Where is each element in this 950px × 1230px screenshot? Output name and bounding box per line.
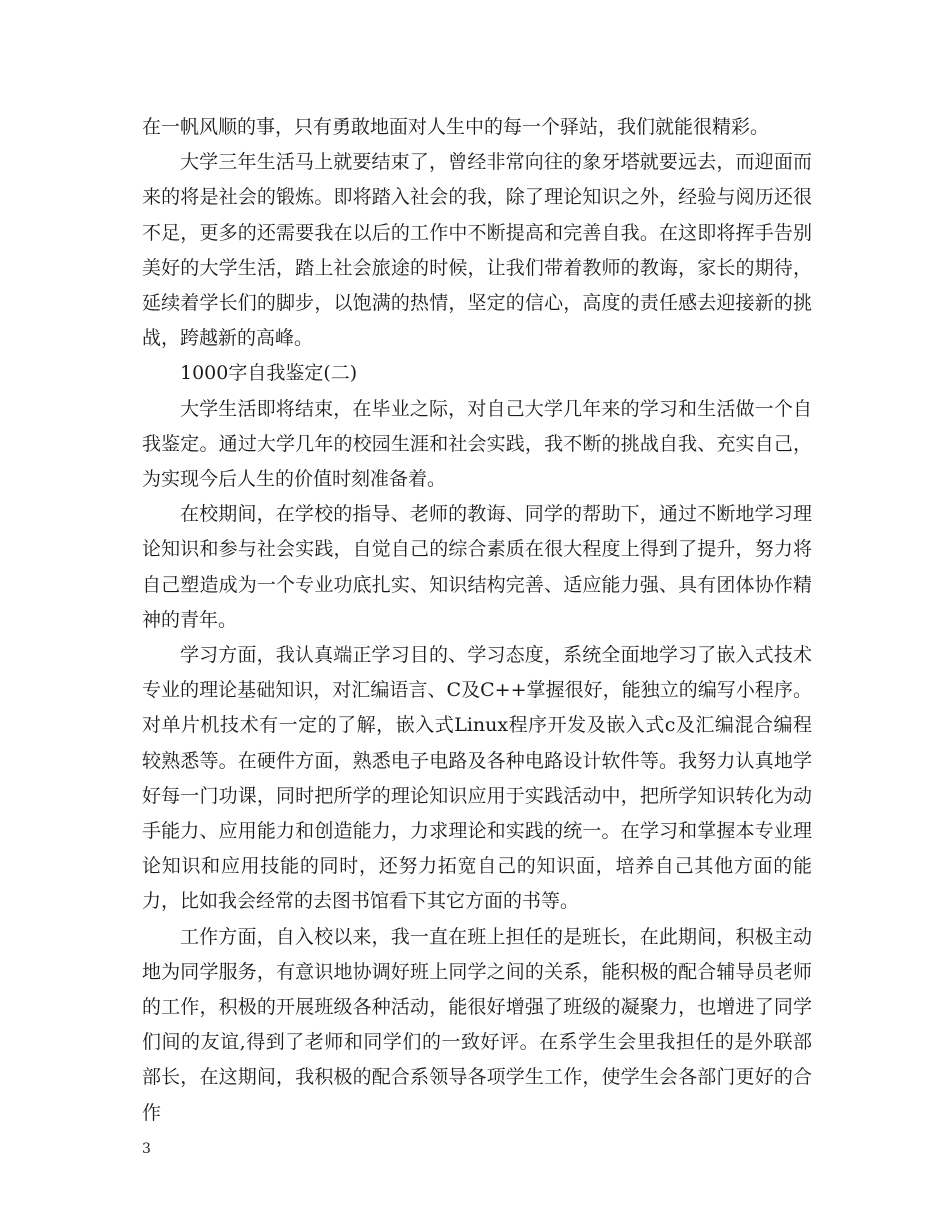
paragraph-intro: 大学生活即将结束，在毕业之际，对自己大学几年来的学习和生活做一个自我鉴定。通过大学几年的校园生涯和社会实践，我不断的挑战自我、充实自己，为实现今后人生的价值时刻准备着。: [142, 397, 812, 491]
paragraph-graduation: 大学三年生活马上就要结束了，曾经非常向往的象牙塔就要远去，而迎面而来的将是社会的锻炼。即将踏入社会的我，除了理论知识之外，经验与阅历还很不足，更多的还需要我在以后的工作中不断提高和完善自我。在这即将挥手告别美好的大学生活，踏上社会旅途的时候，让我们带着教师的教诲，家长的期待，延续着学长们的脚步，以饱满的热情，坚定的信心，高度的责任感去迎接新的挑战，跨越新的高峰。: [142, 151, 812, 350]
paragraph-continuation: 在一帆风顺的事，只有勇敢地面对人生中的每一个驿站，我们就能很精彩。: [142, 116, 770, 138]
paragraph-study: 学习方面，我认真端正学习目的、学习态度，系统全面地学习了嵌入式技术专业的理论基础知识，对汇编语言、C及C++掌握很好，能独立的编写小程序。对单片机技术有一定的了解，嵌入式Linux程序开发及嵌入式c及汇编混合编程较熟悉等。在硬件方面，熟悉电子电路及各种电路设计软件等。我努力认真地学好每一门功课，同时把所学的理论知识应用于实践活动中，把所学知识转化为动手能力、应用能力和创造能力，力求理论和实践的统一。在学习和掌握本专业理论知识和应用技能的同时，还努力拓宽自己的知识面，培养自己其他方面的能力，比如我会经常的去图书馆看下其它方面的书等。: [142, 644, 812, 913]
paragraph-work: 工作方面，自入校以来，我一直在班上担任的是班长，在此期间，积极主动地为同学服务，有意识地协调好班上同学之间的关系，能积极的配合辅导员老师的工作，积极的开展班级各种活动，能很好增强了班级的凝聚力，也增进了同学们间的友谊,得到了老师和同学们的一致好评。在系学生会里我担任的是外联部部长，在这期间，我积极的配合系领导各项学生工作，使学生会各部门更好的合作: [142, 925, 812, 1124]
paragraph-school-period: 在校期间，在学校的指导、老师的教诲、同学的帮助下，通过不断地学习理论知识和参与社会实践，自觉自己的综合素质在很大程度上得到了提升，努力将自己塑造成为一个专业功底扎实、知识结构完善、适应能力强、具有团体协作精神的青年。: [142, 503, 812, 631]
section-heading: 1000字自我鉴定(二): [180, 362, 358, 385]
page-number: 3: [142, 1141, 151, 1157]
body-text: [142, 110, 812, 1131]
